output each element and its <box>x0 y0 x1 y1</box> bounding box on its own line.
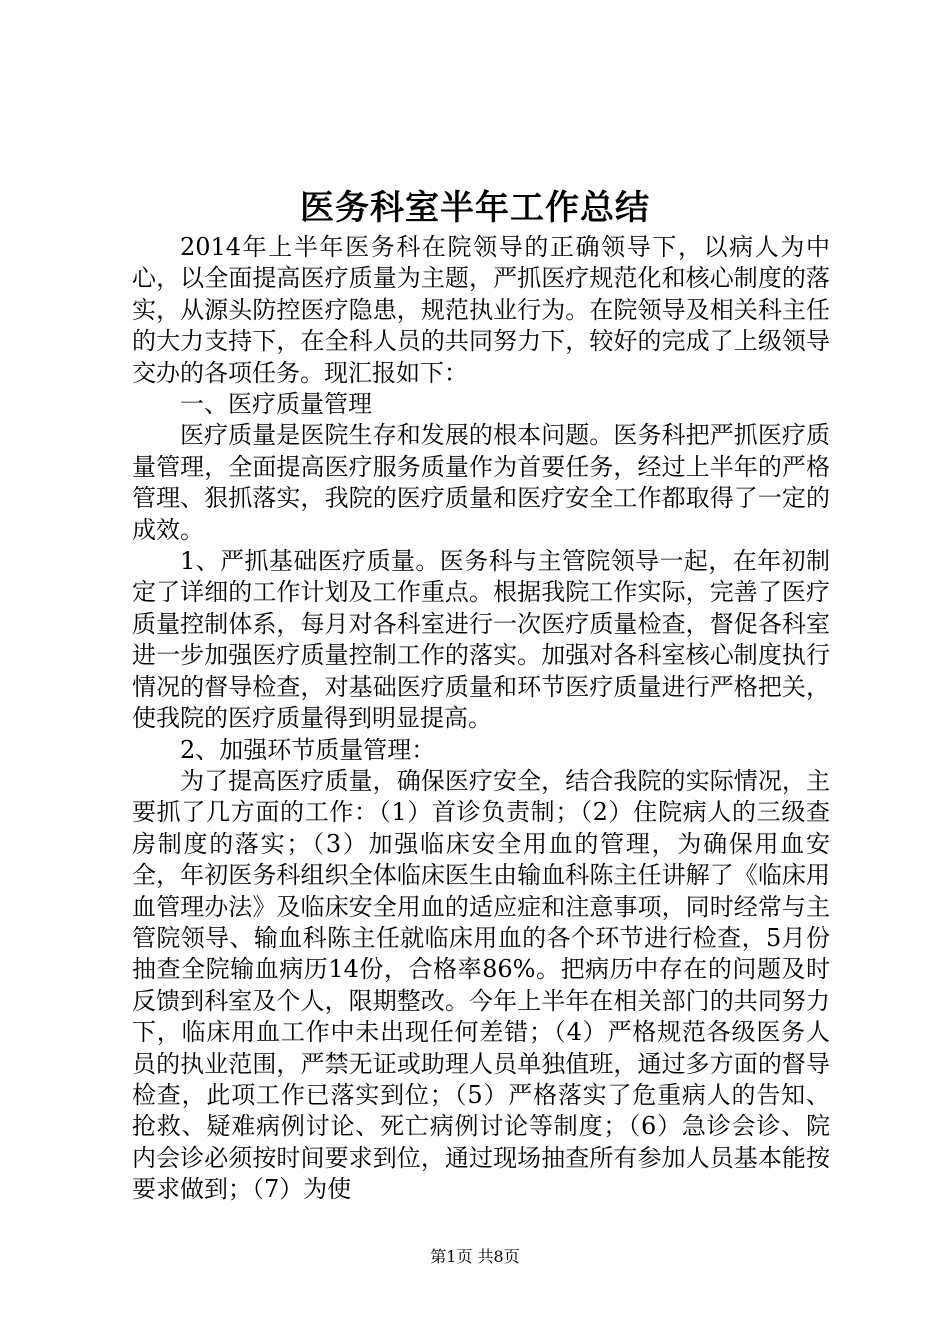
item-paragraph-process-quality: 为了提高医疗质量，确保医疗安全，结合我院的实际情况，主要抓了几方面的工作：（1）首诊负责制；（2）住院病人的三级查房制度的落实；（3）加强临床安全用血的管理，为确保用血安全，年初医务科组织全体临床医生由输血科陈主任讲解了《临床用血管理办法》及临床安全用血的适应症和注意事项，同时经常与主管院领导、输血科陈主任就临床用血的各个环节进行检查，5月份抽查全院输血病历14份，合格率86%。把病历中存在的问题及时反馈到科室及个人，限期整改。今年上半年在相关部门的共同努力下，临床用血工作中未出现任何差错；（4）严格规范各级医务人员的执业范围，严禁无证或助理人员单独值班，通过多方面的督导检查，此项工作已落实到位；（5）严格落实了危重病人的告知、抢救、疑难病例讨论、死亡病例讨论等制度；（6）急诊会诊、院内会诊必须按时间要求到位，通过现场抽查所有参加人员基本能按要求做到；（7）为使 <box>132 766 830 1204</box>
intro-paragraph: 2014年上半年医务科在院领导的正确领导下，以病人为中心，以全面提高医疗质量为主题，严抓医疗规范化和核心制度的落实，从源头防控医疗隐患，规范执业行为。在院领导及相关科主任的大力支持下，在全科人员的共同努力下，较好的完成了上级领导交办的各项任务。现汇报如下： <box>132 233 830 387</box>
document-title: 医务科室半年工作总结 <box>300 188 650 228</box>
section-heading-quality-management: 一、医疗质量管理 <box>180 390 372 419</box>
item-paragraph-basic-quality: 1、严抓基础医疗质量。医务科与主管院领导一起，在年初制定了详细的工作计划及工作重点。根据我院工作实际，完善了医疗质量控制体系，每月对各科室进行一次医疗质量检查，督促各科室进一步加强医疗质量控制工作的落实。加强对各科室核心制度执行情况的督导检查，对基础医疗质量和环节医疗质量进行严格把关，使我院的医疗质量得到明显提高。 <box>132 547 830 733</box>
item-heading-process-quality: 2、加强环节质量管理： <box>180 735 436 764</box>
page-footer: 第1页 共8页 <box>430 1247 520 1266</box>
document-body <box>132 232 830 1206</box>
section-paragraph: 医疗质量是医院生存和发展的根本问题。医务科把严抓医疗质量管理，全面提高医疗服务质量作为首要任务，经过上半年的严格管理、狠抓落实，我院的医疗质量和医疗安全工作都取得了一定的成效。 <box>132 421 830 544</box>
